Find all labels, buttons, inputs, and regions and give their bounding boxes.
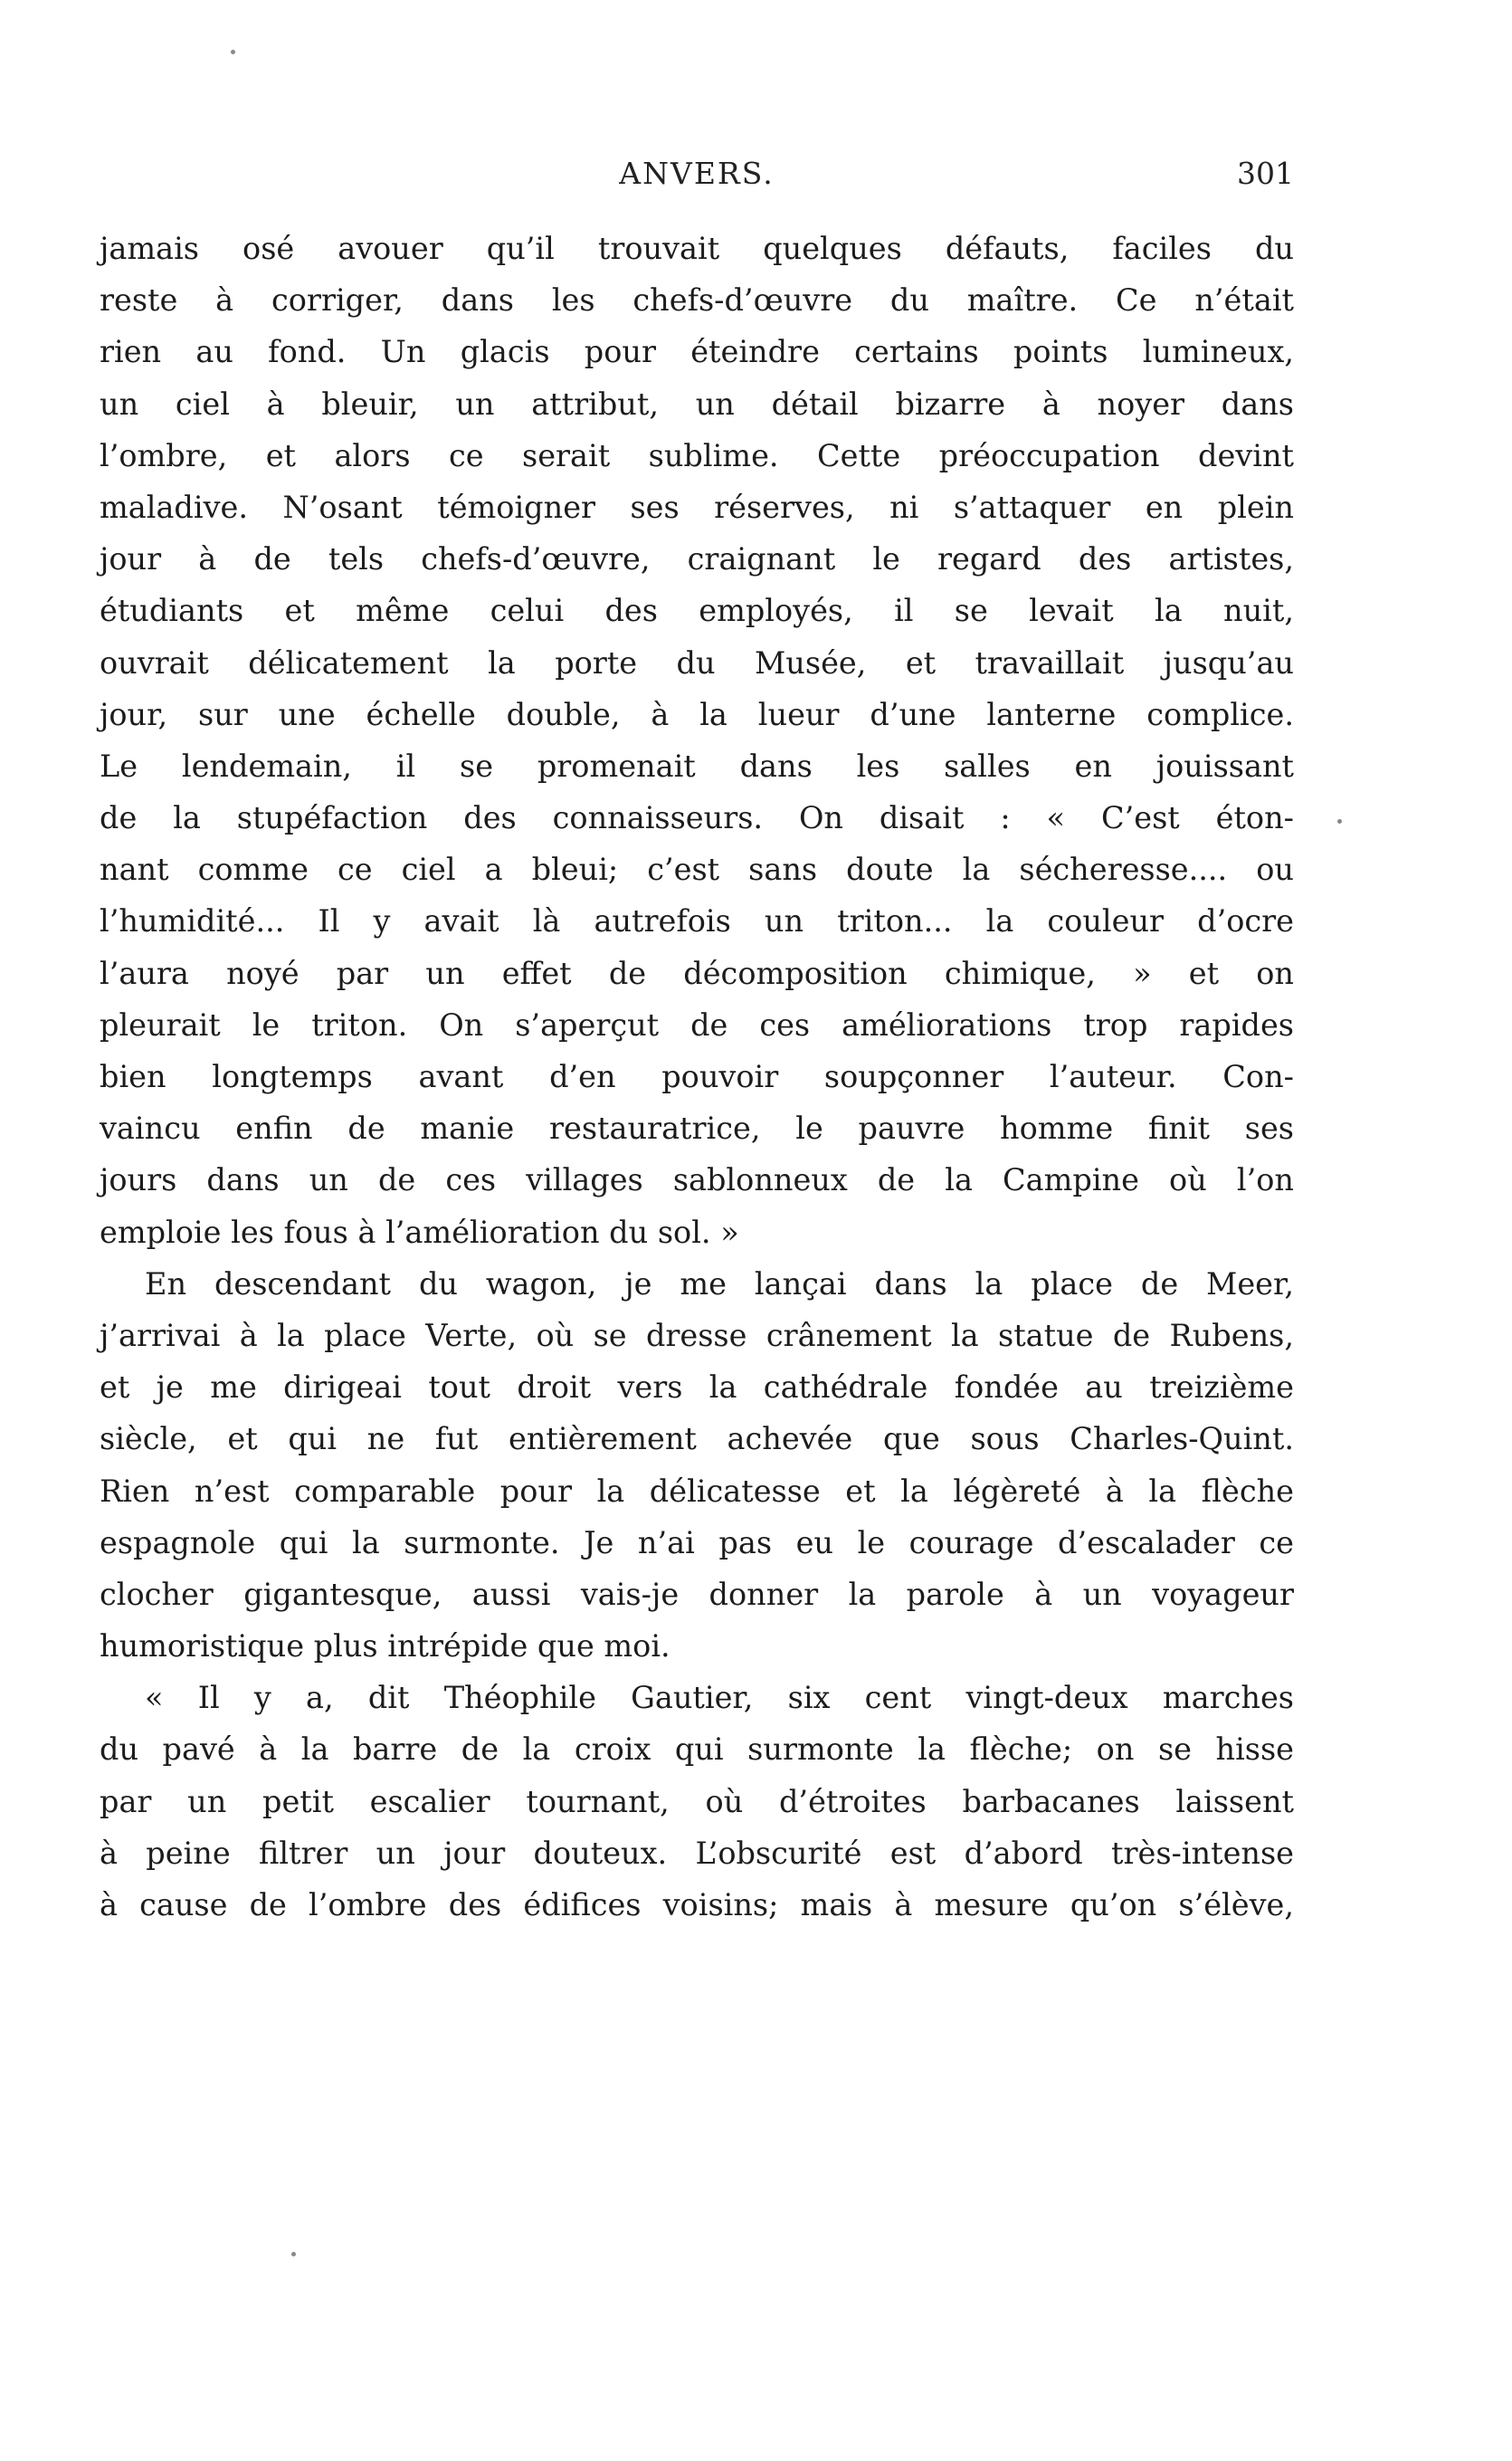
- text-line: jour, sur une échelle double, à la lueur d’une lanterne complice.: [100, 696, 1294, 732]
- text-line: jamais osé avouer qu’il trouvait quelques défauts, faciles du: [100, 231, 1294, 266]
- text-line: ouvrait délicatement la porte du Musée, et travaillait jusqu’au: [100, 644, 1294, 681]
- text-line: par un petit escalier tournant, où d’étroites barbacanes laissent: [100, 1783, 1294, 1819]
- text-line: Le lendemain, il se promenait dans les salles en jouissant: [100, 748, 1294, 784]
- text-line: Rien n’est comparable pour la délicatesse et la légèreté à la flèche: [100, 1473, 1294, 1509]
- text-line: reste à corriger, dans les chefs-d’œuvre du maître. Ce n’était: [100, 282, 1294, 319]
- text-line: l’ombre, et alors ce serait sublime. Cette préoccupation devint: [100, 437, 1294, 473]
- text-line: un ciel à bleuir, un attribut, un détail bizarre à noyer dans: [100, 386, 1294, 422]
- text-line: humoristique plus intrépide que moi.: [100, 1628, 670, 1665]
- text-line: jour à de tels chefs-d’œuvre, craignant le regard des artistes,: [100, 541, 1294, 577]
- paragraph-start-line: « Il y a, dit Théophile Gautier, six cent vingt-deux marches: [145, 1680, 1294, 1716]
- text-line: à cause de l’ombre des édifices voisins; mais à mesure qu’on s’élève,: [100, 1887, 1294, 1922]
- paper-speck: [231, 50, 235, 54]
- text-line: et je me dirigeai tout droit vers la cathédrale fondée au treizième: [100, 1369, 1294, 1406]
- text-line: jours dans un de ces villages sablonneux de la Campine où l’on: [100, 1162, 1294, 1198]
- text-line: siècle, et qui ne fut entièrement achevée que sous Charles-Quint.: [100, 1421, 1294, 1457]
- text-line: emploie les fous à l’amélioration du sol. »: [100, 1214, 739, 1250]
- text-line: l’aura noyé par un effet de décomposition chimique, » et on: [100, 955, 1294, 991]
- paper-speck: [291, 2252, 296, 2256]
- text-line: à peine filtrer un jour douteux. L’obscurité est d’abord très-intense: [100, 1835, 1294, 1871]
- text-line: clocher gigantesque, aussi vais-je donner la parole à un voyageur: [100, 1576, 1294, 1612]
- page-header: [100, 156, 1294, 199]
- text-line: nant comme ce ciel a bleui; c’est sans doute la sécheresse.... ou: [100, 852, 1294, 888]
- text-line: maladive. N’osant témoigner ses réserves, ni s’attaquer en plein: [100, 489, 1294, 525]
- text-line: espagnole qui la surmonte. Je n’ai pas eu le courage d’escalader ce: [100, 1524, 1294, 1560]
- paragraph-start-line: En descendant du wagon, je me lançai dans la place de Meer,: [145, 1265, 1294, 1302]
- text-line: de la stupéfaction des connaisseurs. On disait : « C’est éton-: [100, 800, 1294, 836]
- paper-speck: [1337, 819, 1342, 824]
- page-number: 301: [1237, 156, 1294, 191]
- text-line: vaincu enfin de manie restauratrice, le pauvre homme finit ses: [100, 1111, 1294, 1147]
- text-line: pleurait le triton. On s’aperçut de ces améliorations trop rapides: [100, 1006, 1294, 1043]
- body-text: [100, 223, 1294, 1931]
- text-line: du pavé à la barre de la croix qui surmonte la flèche; on se hisse: [100, 1731, 1294, 1768]
- text-line: rien au fond. Un glacis pour éteindre certains points lumineux,: [100, 334, 1294, 370]
- text-line: j’arrivai à la place Verte, où se dresse crânement la statue de Rubens,: [100, 1317, 1294, 1353]
- text-line: l’humidité... Il y avait là autrefois un triton... la couleur d’ocre: [100, 903, 1294, 940]
- text-line: étudiants et même celui des employés, il se levait la nuit,: [100, 593, 1294, 629]
- running-head: ANVERS.: [619, 156, 775, 191]
- text-line: bien longtemps avant d’en pouvoir soupçonner l’auteur. Con-: [100, 1059, 1294, 1094]
